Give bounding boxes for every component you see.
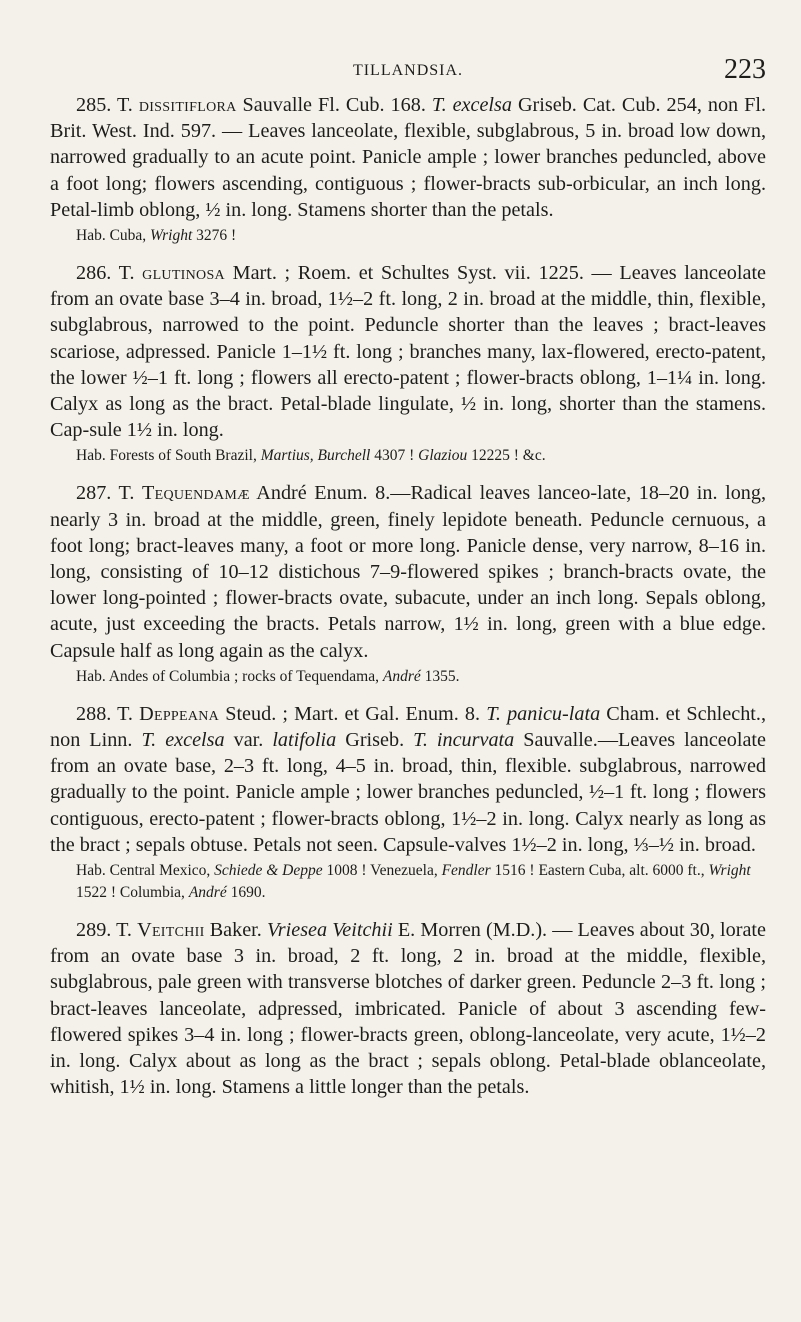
entry-288: 288. T. Deppeana Steud. ; Mart. et Gal. Enum. 8. T. panicu-lata Cham. et Schlecht., non Linn. T. excelsa var. latifolia Griseb. T. incurvata Sauvalle.—Leaves lanceolate from an ovate base, 2–3 ft. long, 4–5 in. broad, thin, flexible. subglabrous, narrowed gradually to the point. Panicle ample ; lower branches peduncled, ½–1 ft. long ; flowers contiguous, erecto-patent ; flower-bracts oblong, 1½–2 in. long. Calyx nearly as long as the bract ; sepals obtuse. Petals not seen. Capsule-valves 1½–2 in. long, ⅓–½ in. broad. (50, 702, 766, 856)
page (50, 54, 767, 1101)
entry-289: 289. T. Veitchii Baker. Vriesea Veitchii E. Morren (M.D.). — Leaves about 30, lorate from an ovate base 3 in. broad, 2 ft. long, 2 in. broad at the middle, flexible, subglabrous, pale green with transverse blotches of darker green. Peduncle 2–3 ft. long ; bract-leaves lanceolate, adpressed, imbricated. Panicle of about 3 ascending few-flowered spikes 3–4 in. long ; flower-bracts green, oblong-lanceolate, very acute, 1½–2 in. long. Calyx about as long as the bract ; sepals oblong. Petal-blade oblanceolate, whitish, 1½ in. long. Stamens a little longer than the petals. (50, 919, 766, 1099)
species-name: Tequendamæ (141, 482, 250, 505)
species-name: dissitiflora (138, 94, 237, 116)
entry-285: 285. T. dissitiflora Sauvalle Fl. Cub. 168. T. excelsa Griseb. Cat. Cub. 254, non Fl. Brit. West. Ind. 597. — Leaves lanceolate, flexible, subglabrous, 5 in. broad low down, narrowed gradually to an acute point. Panicle ample ; lower branches peduncled, above a foot long; flowers ascending, contiguous ; flower-bracts sub-orbicular, an inch long. Petal-limb oblong, ½ in. long. Stamens shorter than the petals. (50, 94, 766, 221)
running-head: TILLANDSIA. (352, 62, 464, 79)
synonym: Vriesea Veitchii (266, 919, 393, 942)
species-name: glutinosa (142, 262, 225, 285)
habitat-285: Hab. Cuba, Wright 3276 ! (76, 227, 237, 245)
entry-number: 286. T. (76, 262, 135, 285)
entry-number: 289. T. (76, 919, 132, 942)
habitat-286: Hab. Forests of South Brazil, Martius, Burchell 4307 ! Glaziou 12225 ! &c. (76, 447, 546, 465)
entry-number: 288. T. (76, 702, 133, 725)
synonym: T. excelsa (431, 94, 512, 116)
entry-number: 285. T. (76, 94, 133, 116)
entry-286: 286. T. glutinosa Mart. ; Roem. et Schultes Syst. vii. 1225. — Leaves lanceolate from an ovate base 3–4 in. broad, 1½–2 ft. long, 2 in. broad at the middle, thin, flexible, subglabrous, narrowed to the point. Peduncle shorter than the leaves ; bract-leaves scariose, adpressed. Panicle 1–1½ ft. long ; branches many, lax-flowered, erecto-patent, the lower ½–1 ft. long ; flowers all erecto-patent ; flower-bracts oblong, 1–1¼ in. long. Calyx as long as the bract. Petal-blade lingulate, ½ in. long, shorter than the stamens. Cap-sule 1½ in. long. (50, 262, 767, 442)
page-header (50, 54, 766, 92)
entry-number: 287. T. (76, 482, 135, 505)
page-number: 223 (724, 54, 766, 85)
habitat-287: Hab. Andes of Columbia ; rocks of Tequendama, André 1355. (76, 667, 460, 685)
habitat-288: Hab. Central Mexico, Schiede & Deppe 1008 ! Venezuela, Fendler 1516 ! Eastern Cuba, alt. 6000 ft., Wright 1522 ! Columbia, André 1690. (76, 862, 751, 902)
species-name: Deppeana (139, 702, 220, 725)
species-name: Veitchii (137, 919, 205, 942)
entry-287: 287. T. Tequendamæ André Enum. 8.—Radical leaves lanceo-late, 18–20 in. long, nearly 3 in. broad at the middle, green, finely lepidote beneath. Peduncle cernuous, a foot long; bract-leaves many, a foot or more long. Panicle dense, very narrow, 8–16 in. long, consisting of 10–12 distichous 7–9-flowered spikes ; branch-bracts ovate, the lower long-pointed ; flower-bracts ovate, subacute, under an inch long. Sepals oblong, acute, just exceeding the bracts. Petals narrow, 1½ in. long, green with a blue edge. Capsule half as long again as the calyx. (50, 482, 767, 662)
